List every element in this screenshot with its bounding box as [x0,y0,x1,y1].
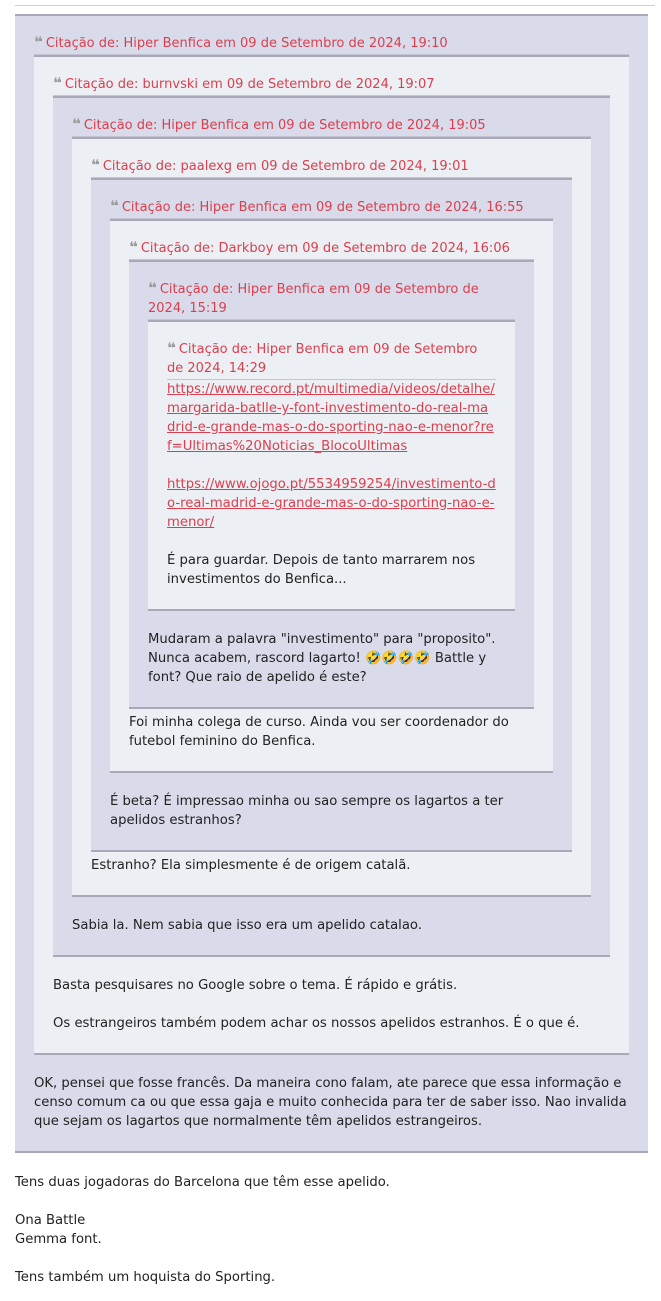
quote-block [91,178,572,852]
quote-icon: ❝ [110,197,117,215]
quote-paragraph: Foi minha colega de curso. Ainda vou ser coordenador do futebol feminino do Benfica. [129,715,509,749]
ojogo-article-link[interactable]: https://www.ojogo.pt/5534959254/investimento-do-real-madrid-e-grande-mas-o-do-sporting-nao-e-menor/ [167,477,496,530]
quote-block [129,260,534,709]
quote-paragraph: Estranho? Ela simplesmente é de origem catalã. [91,858,411,873]
reply-body [15,1173,648,1287]
quote-paragraph: Mudaram a palavra "investimento" para "proposito". Nunca acabem, rascord lagarto! 🤣🤣🤣🤣 Battle y font? Que raio de apelido é este? [148,632,496,685]
quote-header-link[interactable]: Citação de: Darkboy em 09 de Setembro de 2024, 16:06 [140,241,510,256]
quote-header-link[interactable]: Citação de: Hiper Benfica em 09 de Setembro de 2024, 14:29 [167,342,478,376]
quote-paragraph: É para guardar. Depois de tanto marrarem nos investimentos do Benfica... [167,553,476,587]
quote-text [34,1074,629,1131]
quote-header [53,74,610,96]
quote-block [53,96,610,957]
quote-text [167,380,496,589]
quote-block [15,14,648,1153]
quote-icon: ❝ [53,74,60,92]
quote-text [53,976,610,1033]
quote-paragraph: É beta? É impressao minha ou sao sempre os lagartos a ter apelidos estranhos? [110,794,504,828]
record-article-link[interactable]: https://www.record.pt/multimedia/videos/detalhe/margarida-batlle-y-font-investimento-do-real-madrid-e-grande-mas-o-do-sporting-nao-e-menor?ref=Ultimas%20Noticias_BlocoUltimas [167,382,495,454]
quote-text [129,713,534,751]
quote-paragraph: Os estrangeiros também podem achar os nossos apelidos estranhos. É o que é. [53,1016,580,1031]
quote-icon: ❝ [91,156,98,174]
reply-line: Tens também um hoquista do Sporting. [15,1270,276,1285]
quote-text [148,630,515,687]
quote-icon: ❝ [34,33,41,51]
quote-header-link[interactable]: Citação de: paalexg em 09 de Setembro de 2024, 19:01 [102,159,469,174]
quote-icon: ❝ [129,238,136,256]
quote-header-link[interactable]: Citação de: Hiper Benfica em 09 de Setembro de 2024, 15:19 [148,282,479,316]
quote-text [91,856,572,875]
reply-line: Tens duas jogadoras do Barcelona que têm esse apelido. [15,1175,390,1190]
quote-paragraph: Basta pesquisares no Google sobre o tema. É rápido e grátis. [53,978,458,993]
quote-header [129,238,534,260]
top-divider [15,5,655,6]
quote-header [148,279,515,320]
quote-paragraph: Sabia la. Nem sabia que isso era um apelido catalao. [72,918,422,933]
quote-block [110,219,553,773]
quote-block [72,137,591,897]
quote-text [110,792,553,830]
quote-header-link[interactable]: Citação de: Hiper Benfica em 09 de Setembro de 2024, 19:10 [45,36,448,51]
quote-header [110,197,553,219]
quote-header [91,156,572,178]
quote-header [72,115,591,137]
quote-header [167,339,496,380]
forum-post [15,14,648,1287]
quote-header-link[interactable]: Citação de: Hiper Benfica em 09 de Setembro de 2024, 19:05 [83,118,486,133]
quote-icon: ❝ [148,279,155,297]
quote-icon: ❝ [167,339,174,357]
quote-paragraph: OK, pensei que fosse francês. Da maneira cono falam, ate parece que essa informação e censo comum ca ou que essa gaja e muito conhecida para ter de saber isso. Nao invalida que sejam os lagartos que normalmente têm apelidos estrangeiros. [34,1076,627,1129]
quote-header [34,33,629,55]
reply-line: Ona Battle [15,1213,86,1228]
reply-line: Gemma font. [15,1232,102,1247]
quote-block [34,55,629,1055]
quote-header-link[interactable]: Citação de: Hiper Benfica em 09 de Setembro de 2024, 16:55 [121,200,524,215]
quote-block [148,320,515,611]
quote-header-link[interactable]: Citação de: burnvski em 09 de Setembro de 2024, 19:07 [64,77,435,92]
quote-text [72,916,591,935]
quote-icon: ❝ [72,115,79,133]
